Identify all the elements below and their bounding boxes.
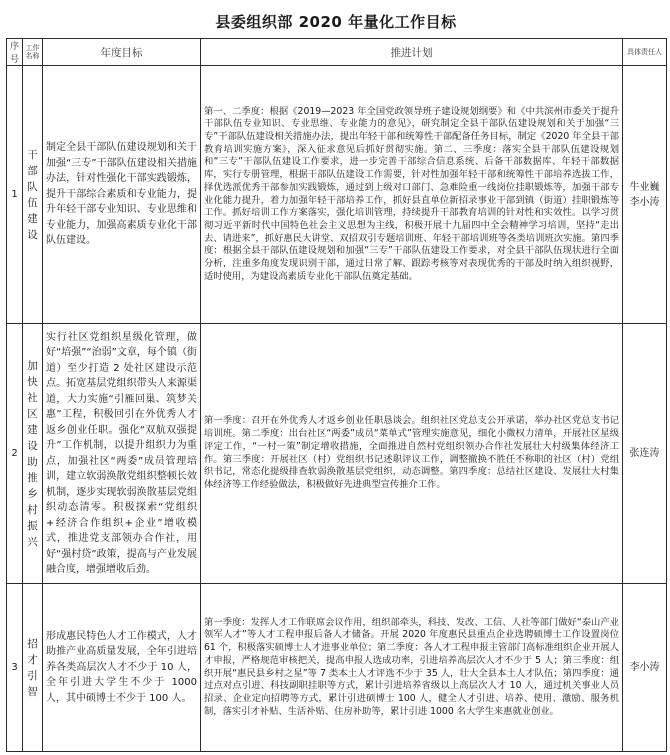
row-person: 牛业巍李小涛 [623, 66, 667, 324]
row-annual-goal: 实行社区党组织星级化管理，做好“培强”“治弱”文章，每个镇（街道）至少打造 2 处社区建设示范点。拓宽基层党组织带头人来源渠道，大力实施“引雁回巢、筑梦关惠”工程，积极回引在外优秀人才返乡创业任职。强化“双航双强提升”工作机制，以提升组织力为重点，加强社区“两委”成员管理培训，建立软弱涣散党组织整顿长效机制，逐步实现软弱涣散基层党组织动态清零。积极探索“党组织+经济合作组织+企业”增收模式，推进党支部领办合作社，用好“强村贷”政策，提高与产业发展融合度，增强增收后劲。 [43, 324, 201, 584]
row-seq: 2 [7, 324, 23, 584]
header-seq: 序号 [7, 39, 23, 66]
row-work-name: 招才引智 [23, 584, 43, 752]
header-annual-goal: 年度目标 [43, 39, 201, 66]
row-work-name: 加快社区建设助推乡村振兴 [23, 324, 43, 584]
table-header-row [7, 39, 667, 66]
header-work-name: 工作名称 [23, 39, 43, 66]
header-person: 具体责任人 [623, 39, 667, 66]
row-annual-goal: 制定全县干部队伍建设规划和关于加强“三专”干部队伍建设相关措施办法，针对性强化干部实践锻炼，提升干部综合素质和专业能力，提升年轻干部专业知识、专业思维和专业能力，加强高素质专业化干部队伍建设。 [43, 66, 201, 324]
row-person: 张连涛 [623, 324, 667, 584]
row-seq: 3 [7, 584, 23, 752]
row-work-name: 干部队伍建设 [23, 66, 43, 324]
header-plan: 推进计划 [201, 39, 623, 66]
row-person: 李小涛 [623, 584, 667, 752]
table-row [7, 584, 667, 752]
row-plan: 第一、二季度：根据《2019—2023 年全国党政领导班子建设规划纲要》和《中共滨州市委关于提升干部队伍专业知识、专业思维、专业能力的意见》，研究制定全县干部队伍建设规划和关于加强“三专”干部队伍建设相关措施办法，提出年轻干部和统筹性干部配备任务目标，制定《2020 年全县干部教育培训实施方案》，深入征求意见后抓好贯彻实施。第二、三季度：落实全县干部队伍建设规划和“三专”干部队伍建设工作要求，进一步完善干部综合信息系统、后备干部数据库、年轻干部数据库，实行专册管理，根据干部队伍建设工作需要，针对性加强年轻干部和统筹性干部培养选拔工作，择优选派优秀干部参加实践锻炼，通过到上级对口部门、急难险重一线岗位挂职锻炼等，加强干部专业化能力提升，着力加强年轻干部培养工作，抓好县直单位新招录事业干部到镇（街道）挂职锻炼等工作。抓好培训工作方案落实，强化培训管理，持续提升干部教育培训的针对性和实效性。以学习贯彻习近平新时代中国特色社会主义思想为主线，积极开展十九届四中全会精神学习培训，坚持“走出去、请进来”，抓好惠民大讲堂、双招双引专题培训班、年轻干部培训班等各类培训班次实施。第四季度：根据全县干部队伍建设规划和加强“三专”干部队伍建设工作要求，对全县干部队伍现状进行全面分析，注重多角度发现识别干部，通过日常了解、跟踪考核等对表现优秀的干部及时纳入组织视野，适时使用，为建设高素质专业化干部队伍奠定基础。 [201, 66, 623, 324]
row-seq: 1 [7, 66, 23, 324]
row-plan: 第一季度：发挥人才工作联席会议作用，组织部牵头，科技、发改、工信、人社等部门做好“泰山产业领军人才”等人才工程申报后备人才储备。开展 2020 年度惠民县重点企业选聘硕博士工作设置岗位 61 个，积极落实硕博士人才进事业单位；第二季度：各人才工程申报主管部门高标准组织企业开展人才申报，严格规范审核把关，提高申报人选成功率，引进培养高层次人才不少于 5 人；第三季度：组织开展“惠民县乡村之星”等 7 类本土人才评选不少于 35 人，壮大全县本土人才队伍；第四季度：通过点对点引进、科技副职挂职等方式，累计引进培养省级以上高层次人才 10 人，通过机关事业人员招录、企业定向招聘等方式，累计引进硕博士 100 人，健全人才引进、培养、使用、激励、服务机制，落实引才补贴、生活补贴、住房补助等，累计引进 1000 名大学生来惠就业创业。 [201, 584, 623, 752]
table-row [7, 324, 667, 584]
row-plan: 第一季度：召开在外优秀人才返乡创业任职恳谈会。组织社区党总支公开承诺，举办社区党总支书记培训班。第二季度：出台社区“两委”成员“菜单式”管理实施意见，细化小微权力清单，开展社区星级评定工作，“一村一策”制定增收措施，全面推进自然村党组织领办合作社发展壮大村级集体经济工作。第三季度：开展社区（村）党组织书记述职评议工作，调整撤换不胜任不称职的社区（村）党组织书记，常态化提级排查软弱涣散基层党组织，动态调整。第四季度：总结社区建设、发展壮大村集体经济等工作经验做法，积极做好先进典型宣传推介工作。 [201, 324, 623, 584]
row-annual-goal: 形成惠民特色人才工作模式，人才助推产业高质量发展，全年引进培养各类高层次人才不少于 10 人，全年引进大学生不少于 1000 人，其中硕博士不少于 100 人。 [43, 584, 201, 752]
work-goals-table [6, 38, 667, 752]
table-row [7, 66, 667, 324]
page-title: 县委组织部 2020 年量化工作目标 [215, 13, 457, 31]
